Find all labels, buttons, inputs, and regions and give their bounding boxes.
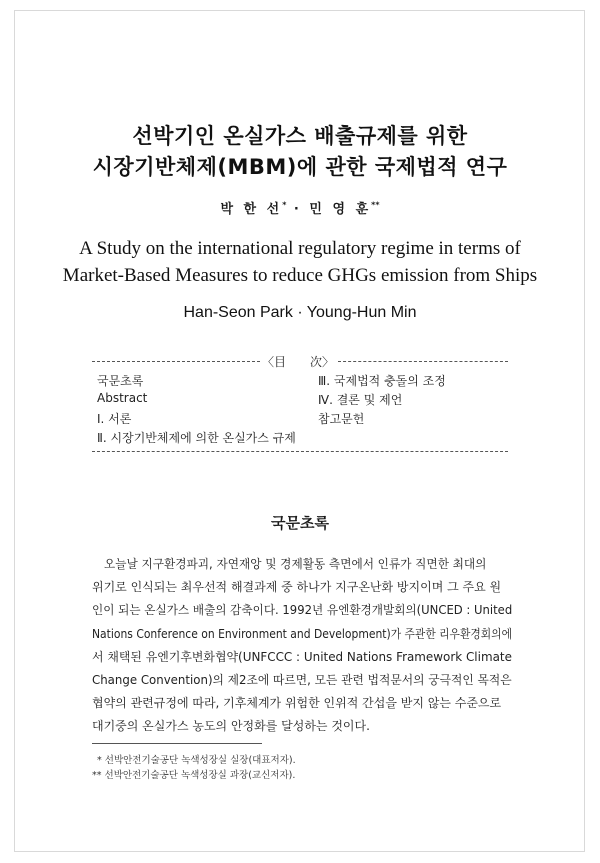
toc-label: 〈目 次〉 [262, 355, 335, 369]
english-title-line-1: A Study on the international regulatory regime in terms of [79, 238, 521, 259]
abstract-line: 대기중의 온실가스 농도의 안정화를 달성하는 것이다. [92, 719, 370, 733]
toc-bottom-rule [92, 451, 508, 452]
abstract-heading: 국문초록 [271, 514, 329, 532]
author-1-footnote-mark: * [282, 200, 287, 210]
footnote-divider [92, 743, 262, 744]
toc-item: Ⅰ. 서론 [97, 412, 132, 426]
english-title-line-2: Market-Based Measures to reduce GHGs emission from Ships [62, 265, 538, 286]
toc-item: 참고문헌 [318, 412, 365, 426]
footnote-2: ** 선박안전기술공단 녹색성장실 과장(교신저자). [92, 770, 296, 781]
korean-authors [0, 198, 600, 217]
toc-item: Ⅳ. 결론 및 제언 [318, 393, 403, 407]
footnote-1: * 선박안전기술공단 녹색성장실 실장(대표저자). [97, 755, 296, 766]
abstract-line: 협약의 관련규정에 따라, 기후체계가 위험한 인위적 간섭을 받지 않는 수준으로 [92, 696, 502, 710]
author-1-name: 박 한 선 [220, 202, 283, 217]
english-authors: Han-Seon Park · Young-Hun Min [183, 304, 417, 321]
toc-item: Ⅱ. 시장기반체제에 의한 온실가스 규제 [97, 431, 296, 445]
author-separator: · [293, 202, 302, 217]
abstract-line: 위기로 인식되는 최우선적 해결과제 중 하나가 지구온난화 방지이며 그 주요 원 [92, 580, 502, 594]
korean-title-line-1: 선박기인 온실가스 배출규제를 위한 [132, 124, 468, 148]
toc-item: Abstract [97, 391, 148, 405]
abstract-line: Change Convention)의 제2조에 따르면, 모든 관련 법적문서의 궁극적인 목적은 [92, 673, 512, 687]
author-2-footnote-mark: ** [371, 200, 380, 210]
abstract-line: 오늘날 지구환경파괴, 자연재앙 및 경제활동 측면에서 인류가 직면한 최대의 [104, 557, 487, 571]
author-2-name: 민 영 훈 [309, 202, 372, 217]
abstract-line: 인이 되는 온실가스 배출의 감축이다. 1992년 유엔환경개발회의(UNCED : United [92, 603, 513, 617]
toc-item: 국문초록 [97, 374, 144, 388]
abstract-line: 서 채택된 유엔기후변화협약(UNFCCC : United Nations Framework Climate [92, 650, 512, 664]
korean-title-line-2: 시장기반체제(MBM)에 관한 국제법적 연구 [92, 155, 508, 179]
toc-item: Ⅲ. 국제법적 충돌의 조정 [318, 374, 446, 388]
toc-top-rule-left [92, 361, 260, 362]
toc-top-rule-right [338, 361, 508, 362]
abstract-line: Nations Conference on Environment and Development)가 주관한 리우환경회의에 [92, 627, 512, 641]
